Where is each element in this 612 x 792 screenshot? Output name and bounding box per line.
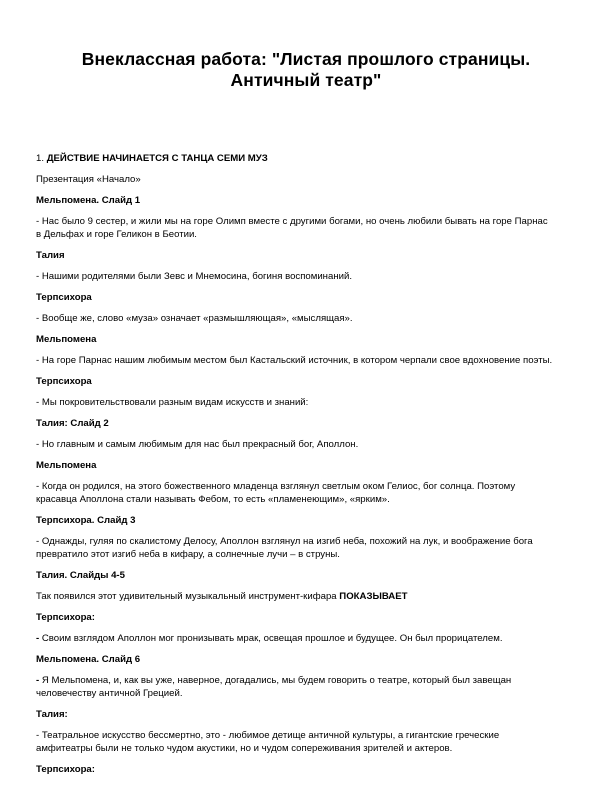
section-heading [36,152,582,165]
speech-text [36,480,582,506]
speaker-label: Терпсихора: [36,612,95,623]
speech-line: - На горе Парнас нашим любимым местом был Кастальский источник, в котором черпали свое вдохновение поэты. [36,355,553,366]
speech-line: - Нашими родителями были Зевс и Мнемосина, богиня воспоминаний. [36,271,352,282]
speaker-label: Мельпомена. Слайд 6 [36,654,141,665]
speech-text [36,729,582,755]
speaker-label: Терпсихора. Слайд 3 [36,515,136,526]
speech-text [36,354,582,367]
speech-line: - Мы покровительствовали разным видам искусств и знаний: [36,397,309,408]
speech-line: - Когда он родился, на этого божественного младенца взглянул светлым оком Гелиос, бог солнца. Поэтому [36,481,516,492]
speech-text [36,270,582,283]
title-line-2: Античный театр" [230,70,382,90]
speech-line: в Дельфах и горе Геликон в Беотии. [36,229,197,240]
speech-line: превратило этот изгиб неба в кифару, а солнечные лучи – в струны. [36,549,340,560]
speech-dash: - [36,633,40,644]
speech-text [36,312,582,325]
page-title [40,49,572,91]
speech-line: - Однажды, гуляя по скалистому Делосу, Аполлон взглянул на изгиб неба, похожий на лук, и воображение бога [36,536,533,547]
speech-text [36,674,582,700]
speech-line-text: Я Мельпомена, и, как вы уже, наверное, догадались, мы будем говорить о театре, который был завещан [39,675,512,686]
speaker-label: Терпсихора [36,292,92,303]
presentation-note: Презентация «Начало» [36,174,141,185]
speech-line: человечеству античной Грецией. [36,688,183,699]
speech-line [36,590,582,603]
speech-text [36,215,582,241]
speech-line-bold: ПОКАЗЫВАЕТ [339,591,408,602]
speech-line: красавца Аполлона стали называть Фебом, то есть «пламенеющим», «ярким». [36,494,390,505]
speech-dash: - [36,675,40,686]
speaker-label: Терпсихора: [36,764,95,775]
section-number: 1. [36,153,45,164]
speech-text [36,535,582,561]
speech-line-text: Своим взглядом Аполлон мог пронизывать мрак, освещая прошлое и будущее. Он был прорицателем. [39,633,503,644]
speech-line: - Вообще же, слово «муза» означает «размышляющая», «мыслящая». [36,313,353,324]
speech-line-prefix: Так появился этот удивительный музыкальный инструмент-кифара [36,591,340,602]
speech-text [36,438,582,451]
speech-line: - Но главным и самым любимым для нас был прекрасный бог, Аполлон. [36,439,359,450]
speech-text [36,632,582,645]
speaker-label: Мельпомена [36,334,97,345]
section-heading-text: ДЕЙСТВИЕ НАЧИНАЕТСЯ С ТАНЦА СЕМИ МУЗ [46,153,268,164]
document-body [36,152,582,784]
title-line-1: Внеклассная работа: "Листая прошлого страницы. [81,49,531,69]
speaker-label: Талия [36,250,65,261]
speech-text [36,396,582,409]
speaker-label: Талия: Слайд 2 [36,418,109,429]
speaker-label: Талия. Слайды 4-5 [36,570,125,581]
speaker-label: Талия: [36,709,68,720]
speech-line: амфитеатры были не только чудом акустики, но и чудом сопереживания зрителей и актеров. [36,743,453,754]
speaker-label: Мельпомена. Слайд 1 [36,195,141,206]
speech-line: - Театральное искусство бессмертно, это - любимое детище античной культуры, а гигантские греческие [36,730,500,741]
speech-line [36,632,582,645]
speaker-label: Мельпомена [36,460,97,471]
speaker-label: Терпсихора [36,376,92,387]
speech-line: - Нас было 9 сестер, и жили мы на горе Олимп вместе с другими богами, но очень любили бывать на горе Парнас [36,216,548,227]
speech-line [36,674,582,687]
speech-text [36,590,582,603]
